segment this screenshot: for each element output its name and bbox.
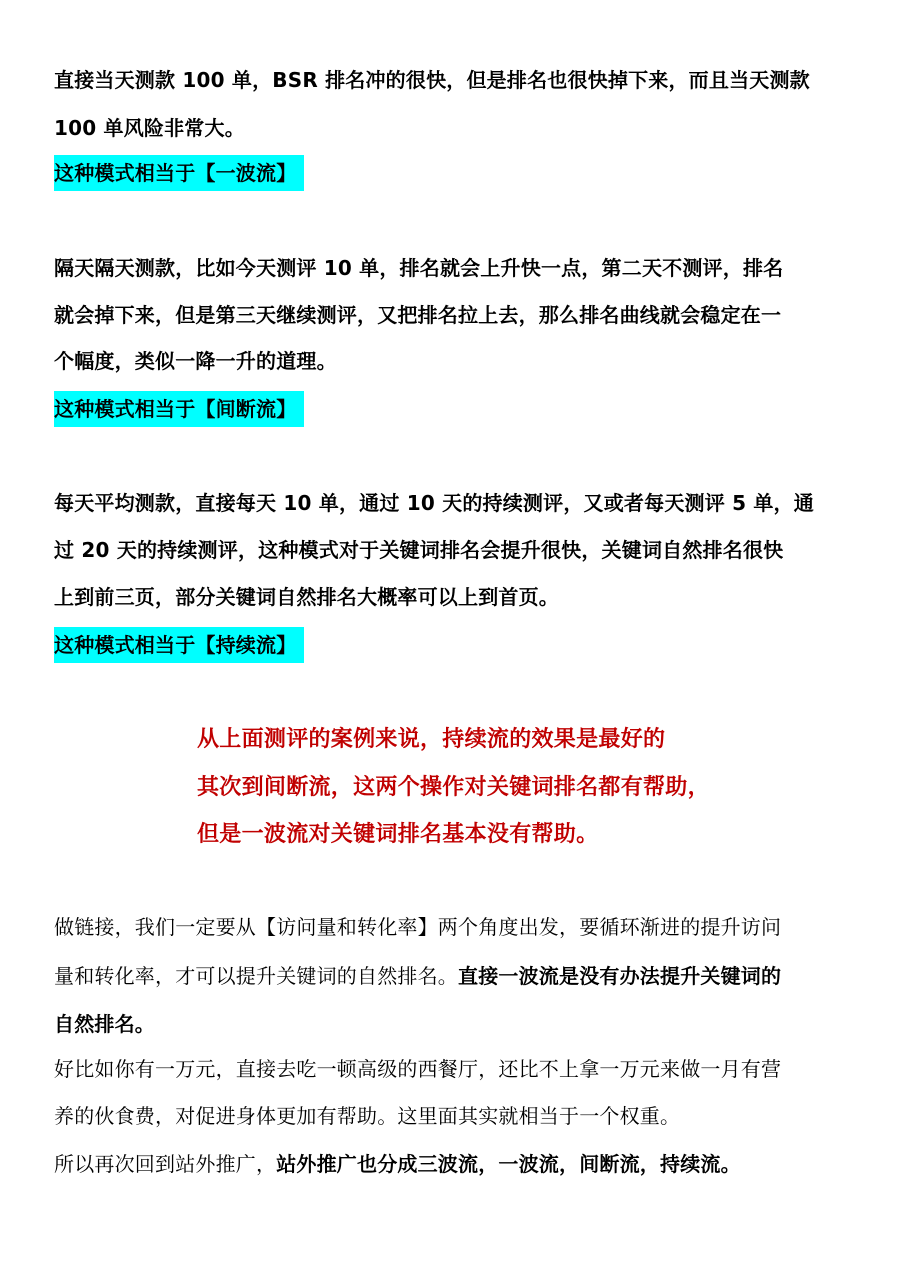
section2-line1: 隔天隔天测款，比如今天测评 10 单，排名就会上升快一点，第二天不测评，排名 <box>54 256 784 280</box>
closing-p1-line2-normal: 量和转化率，才可以提升关键词的自然排名。 <box>54 964 458 988</box>
section1-highlight-row <box>54 155 304 191</box>
closing-p2-line2: 养的伙食费，对促进身体更加有帮助。这里面其实就相当于一个权重。 <box>54 1104 681 1128</box>
section2-highlight-row <box>54 391 304 427</box>
section2-line3: 个幅度，类似一降一升的道理。 <box>54 349 337 373</box>
section1-highlight: 这种模式相当于【一波流】 <box>54 155 304 191</box>
closing-p1-line2 <box>54 962 781 990</box>
closing-p3-bold: 站外推广也分成三波流，一波流，间断流，持续流。 <box>276 1152 741 1176</box>
closing-p3-normal: 所以再次回到站外推广， <box>54 1152 277 1176</box>
section1-line1: 直接当天测款 100 单，BSR 排名冲的很快，但是排名也很快掉下来，而且当天测款 <box>54 68 810 92</box>
section2-highlight: 这种模式相当于【间断流】 <box>54 391 304 427</box>
conclusion-line3: 但是一波流对关键词排名基本没有帮助。 <box>197 822 599 847</box>
section3-highlight-row <box>54 627 304 663</box>
closing-p1-line2-bold: 直接一波流是没有办法提升关键词的 <box>458 964 782 988</box>
closing-p1-line1: 做链接，我们一定要从【访问量和转化率】两个角度出发，要循环渐进的提升访问 <box>54 915 782 939</box>
section3-line3: 上到前三页，部分关键词自然排名大概率可以上到首页。 <box>54 585 559 609</box>
closing-p2-line1: 好比如你有一万元，直接去吃一顿高级的西餐厅，还比不上拿一万元来做一月有营 <box>54 1057 782 1081</box>
closing-p1-line3: 自然排名。 <box>54 1012 155 1036</box>
section3-highlight: 这种模式相当于【持续流】 <box>54 627 304 663</box>
closing-p3 <box>54 1150 741 1178</box>
section1-line2: 100 单风险非常大。 <box>54 116 245 140</box>
conclusion-line2: 其次到间断流，这两个操作对关键词排名都有帮助， <box>197 775 710 800</box>
conclusion-line1: 从上面测评的案例来说，持续流的效果是最好的 <box>197 727 666 752</box>
section3-line1: 每天平均测款，直接每天 10 单，通过 10 天的持续测评，又或者每天测评 5 单，通 <box>54 491 814 515</box>
section3-line2: 过 20 天的持续测评，这种模式对于关键词排名会提升很快，关键词自然排名很快 <box>54 538 784 562</box>
section2-line2: 就会掉下来，但是第三天继续测评，又把排名拉上去，那么排名曲线就会稳定在一 <box>54 303 782 327</box>
